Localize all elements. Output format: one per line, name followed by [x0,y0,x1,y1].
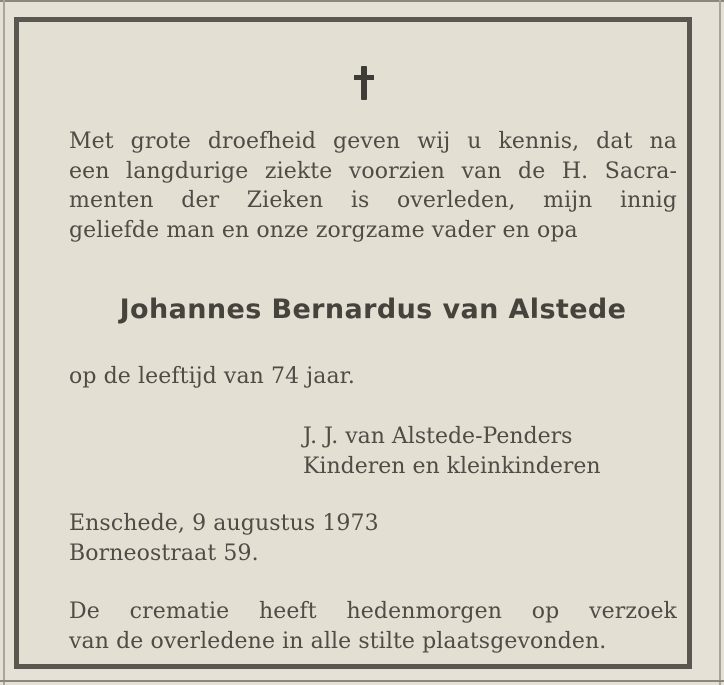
page-edge-bottom [0,680,724,682]
address: Borneostraat 59. [69,540,259,566]
page-edge-right [719,0,721,685]
intro-paragraph [69,127,677,245]
place-date: Enschede, 9 augustus 1973 [69,511,379,536]
intro-line: Met grote droefheid geven wij u kennis, dat na [69,129,677,154]
intro-line: menten der Zieken is overleden, mijn innig [69,188,677,213]
signer-line: Kinderen en kleinkinderen [303,453,601,479]
intro-line: geliefde man en onze zorgzame vader en opa [69,217,578,243]
signers [303,422,601,481]
signer-line: J. J. van Alstede-Penders [303,424,573,449]
intro-line: een langdurige ziekte voorzien van de H. Sacra- [69,158,677,184]
closing-line: van de overledene in alle stilte plaatsgevonden. [69,628,607,654]
death-notice-frame [14,17,692,669]
age-line [69,362,677,392]
closing-line: De crematie heeft hedenmorgen op verzoek [69,599,677,624]
cross-icon [354,66,374,102]
deceased-name: Johannes Bernardus van Alstede [119,294,627,325]
closing-paragraph [69,597,677,656]
place-date-block [69,509,677,568]
age-text: op de leeftijd van 74 jaar. [69,364,355,389]
page-edge-left [3,0,5,685]
page-edge-top [0,0,724,2]
